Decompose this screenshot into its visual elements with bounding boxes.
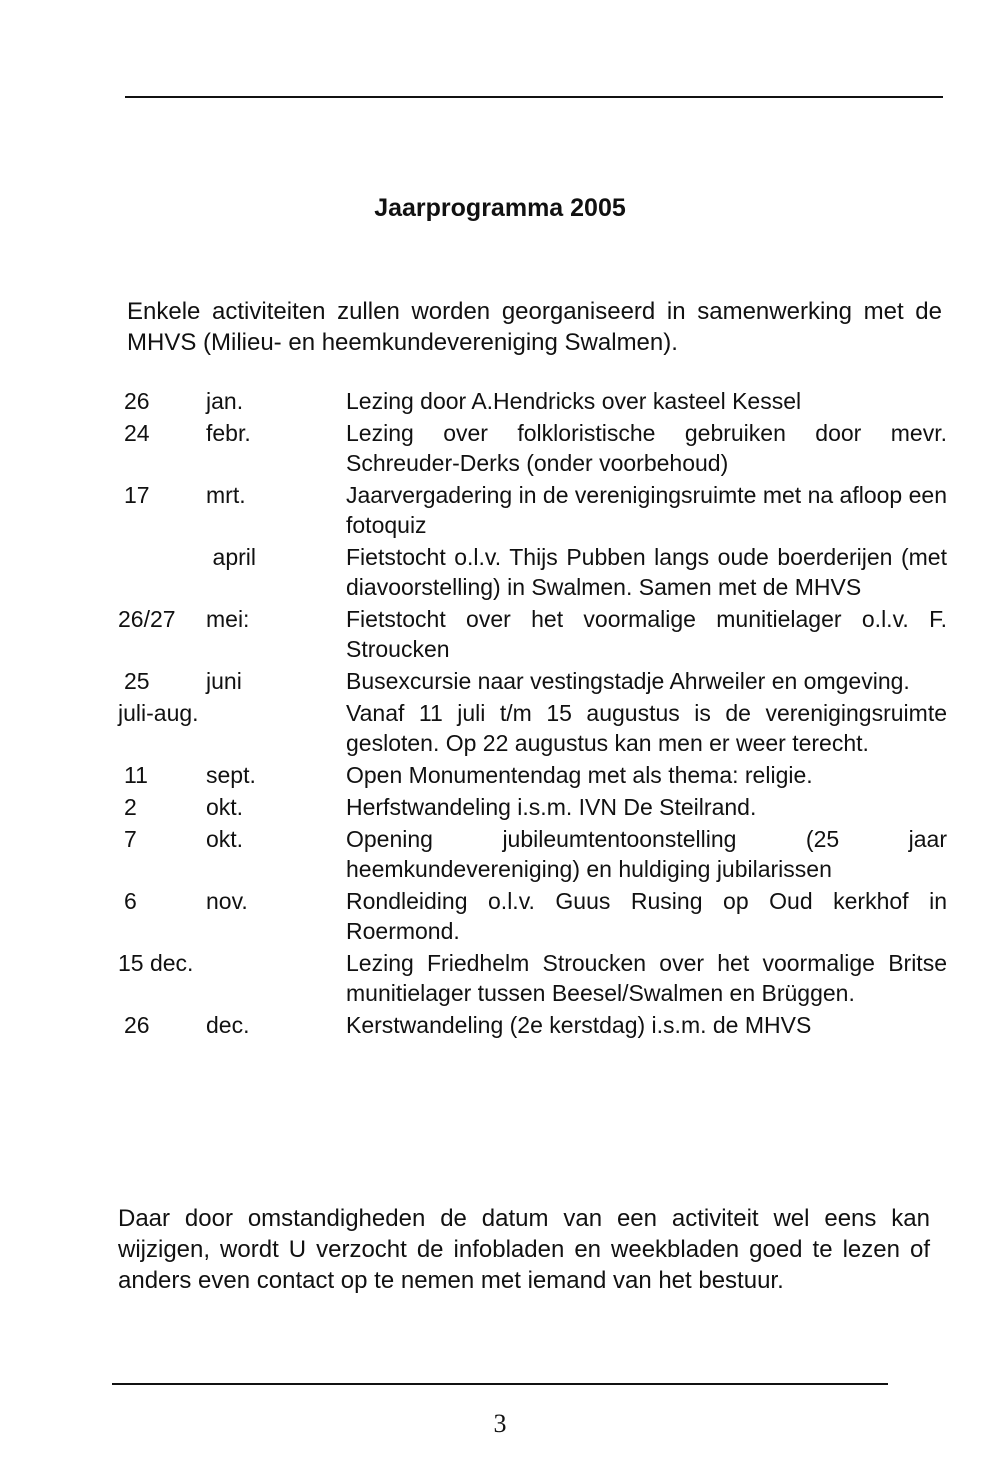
event-month: mei: (206, 606, 250, 632)
schedule-row (118, 480, 948, 540)
event-period: juli-aug. (118, 700, 199, 726)
event-date (118, 1010, 338, 1040)
page-number: 3 (493, 1409, 507, 1438)
event-date (118, 480, 338, 510)
event-day: 26 (124, 388, 150, 414)
page-title: Jaarprogramma 2005 (374, 194, 626, 222)
top-rule (125, 96, 943, 98)
event-period: 15 dec. (118, 950, 194, 976)
event-date (118, 760, 338, 790)
event-date (118, 698, 338, 728)
event-description: Fietstocht over het voormalige munitielager o.l.v. F. Stroucken (346, 606, 947, 662)
event-month: sept. (206, 762, 256, 788)
event-month: april (212, 544, 256, 570)
intro-paragraph: Enkele activiteiten zullen worden georganiseerd in samenwerking met de MHVS (Milieu- en heemkundevereniging Swalmen). (127, 298, 942, 356)
event-day: 11 (124, 762, 148, 788)
event-date (118, 886, 338, 916)
event-month: okt. (206, 826, 244, 852)
event-description: Open Monumentendag met als thema: religie. (346, 762, 813, 788)
schedule-row (118, 542, 948, 602)
event-day: 25 (124, 668, 150, 694)
event-schedule (118, 386, 948, 1040)
event-month: juni (206, 668, 242, 694)
event-day: 24 (124, 420, 150, 446)
schedule-row (118, 698, 948, 758)
schedule-row (118, 1010, 948, 1040)
schedule-row (118, 386, 948, 416)
event-month: nov. (206, 888, 248, 914)
schedule-row (118, 824, 948, 884)
event-description: Lezing Friedhelm Stroucken over het voormalige Britse munitielager tussen Beesel/Swalmen en Brüggen. (346, 950, 947, 1006)
event-date (118, 604, 338, 634)
event-day: 7 (124, 826, 137, 852)
event-date (118, 792, 338, 822)
event-date (118, 418, 338, 448)
schedule-row (118, 666, 948, 696)
event-description: Jaarvergadering in de verenigingsruimte met na afloop een fotoquiz (346, 482, 947, 538)
event-day: 6 (124, 888, 137, 914)
event-description: Kerstwandeling (2e kerstdag) i.s.m. de MHVS (346, 1012, 812, 1038)
event-day: 2 (124, 794, 137, 820)
event-description: Rondleiding o.l.v. Guus Rusing op Oud kerkhof in Roermond. (346, 888, 947, 944)
bottom-rule (112, 1383, 888, 1385)
event-day: 26 (124, 1012, 150, 1038)
schedule-row (118, 604, 948, 664)
event-description: Lezing over folkloristische gebruiken door mevr. Schreuder-Derks (onder voorbehoud) (346, 420, 947, 476)
event-month: jan. (206, 388, 244, 414)
closing-paragraph: Daar door omstandigheden de datum van een activiteit wel eens kan wijzigen, wordt U verzocht de infobladen en weekbladen goed te lezen of anders even contact op te nemen met iemand van het bestuur. (118, 1205, 930, 1294)
schedule-row (118, 886, 948, 946)
event-day: 17 (124, 482, 150, 508)
event-date (118, 948, 338, 978)
event-date (118, 824, 338, 854)
event-description: Lezing door A.Hendricks over kasteel Kessel (346, 388, 802, 414)
event-month: mrt. (206, 482, 246, 508)
schedule-row (118, 760, 948, 790)
event-description: Busexcursie naar vestingstadje Ahrweiler en omgeving. (346, 668, 910, 694)
schedule-row (118, 792, 948, 822)
event-month: dec. (206, 1012, 250, 1038)
schedule-row (118, 418, 948, 478)
event-description: Herfstwandeling i.s.m. IVN De Steilrand. (346, 794, 757, 820)
schedule-row (118, 948, 948, 1008)
event-day: 26/27 (118, 606, 176, 632)
event-description: Opening jubileumtentoonstelling (25 jaar heemkundevereniging) en huldiging jubilarissen (346, 826, 947, 882)
event-date (118, 542, 338, 572)
event-month: okt. (206, 794, 244, 820)
event-description: Vanaf 11 juli t/m 15 augustus is de verenigingsruimte gesloten. Op 22 augustus kan men er weer terecht. (346, 700, 947, 756)
event-month: febr. (206, 420, 251, 446)
event-date (118, 386, 338, 416)
event-description: Fietstocht o.l.v. Thijs Pubben langs oude boerderijen (met diavoorstelling) in Swalmen. Samen met de MHVS (346, 544, 947, 600)
event-date (118, 666, 338, 696)
